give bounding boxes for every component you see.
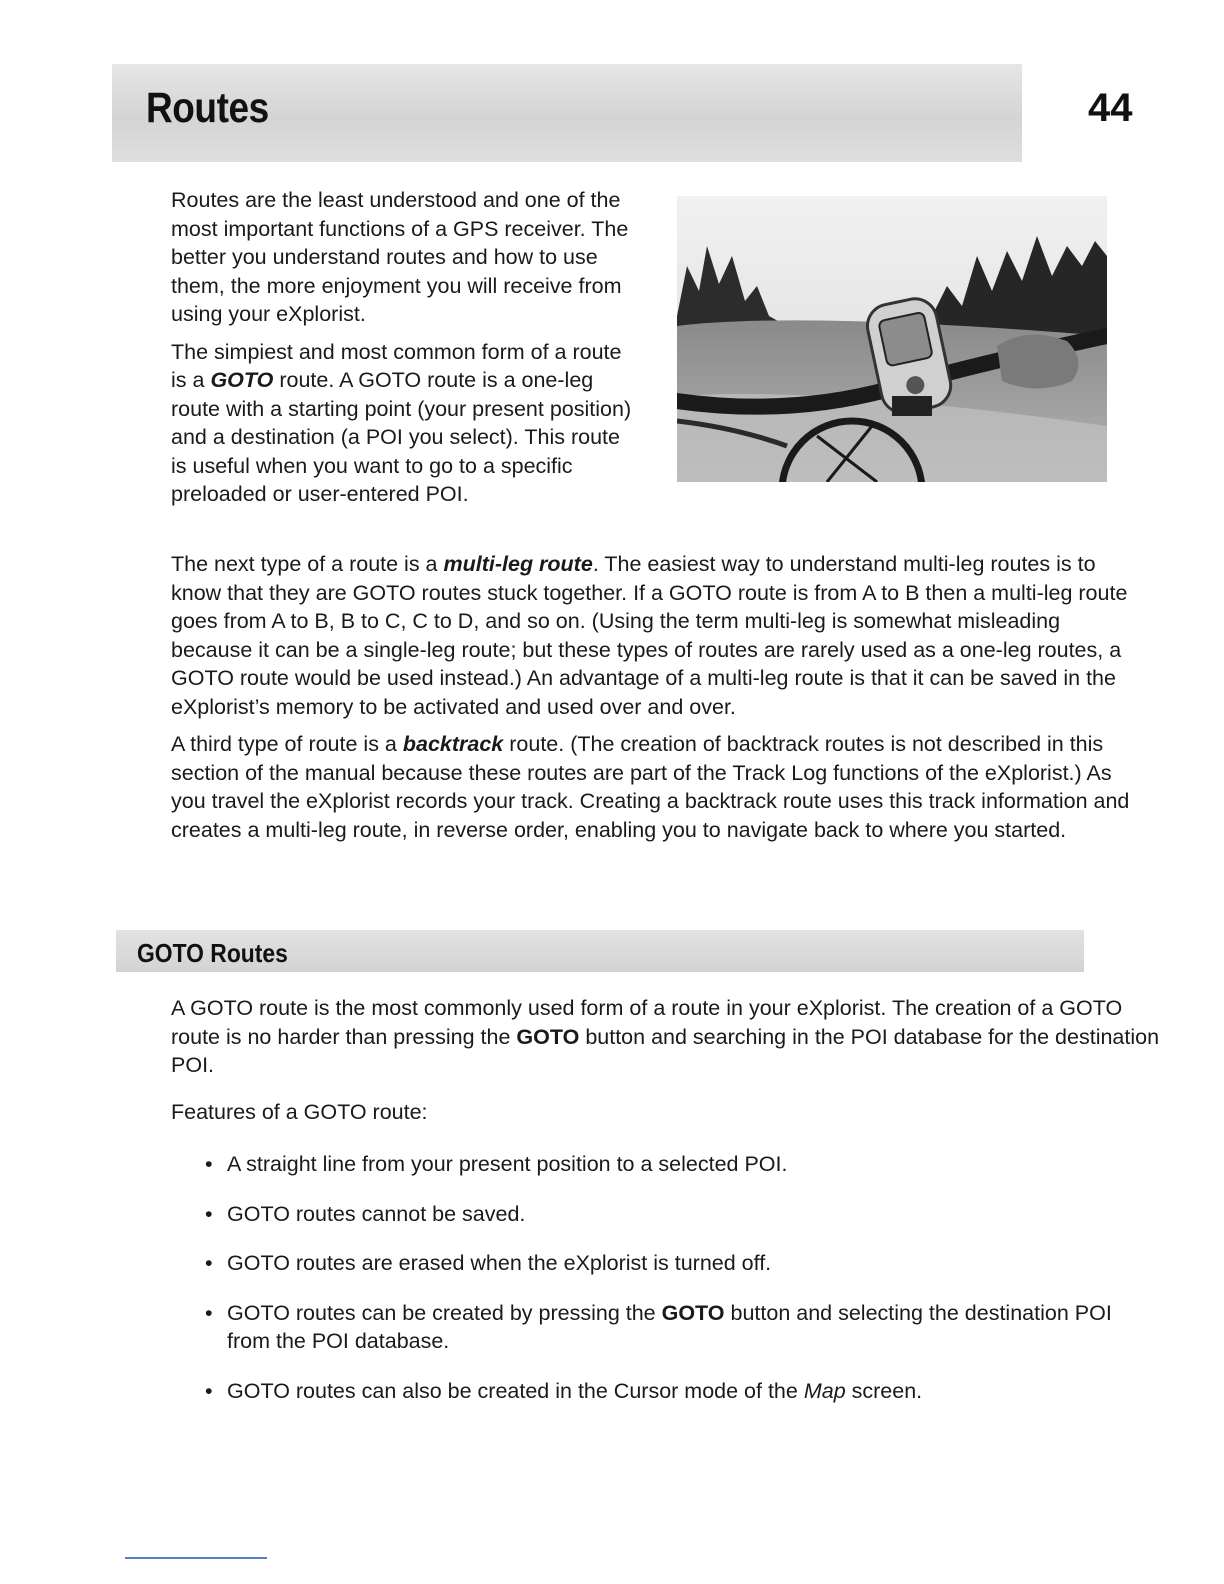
bullet-icon: • [205,1251,213,1275]
list-item [205,1150,1155,1179]
list-item [205,1249,1155,1278]
list-item-text-a: GOTO routes can be created by pressing the [227,1300,662,1325]
list-item-text: GOTO routes cannot be saved. [227,1201,526,1226]
map-screen-name: Map [803,1378,846,1403]
multileg-text-a: The next type of a route is a [171,552,444,576]
goto-intro-column [171,994,1161,1080]
goto-button-name: GOTO [516,1024,580,1049]
list-item [205,1377,1155,1406]
intro-p2-text-b: route. A GOTO route is a one-leg route with a starting point (your present position) and a destination (a POI you select). This route is useful when you want to go to a specific preloaded or user-entered POI. [171,368,632,506]
backtrack-emphasis: backtrack [402,732,504,756]
multileg-text-b: . The easiest way to understand multi-leg routes is to know that they are GOTO routes stuck together. If a GOTO route is from A to B then a multi-leg route goes from A to B, B to C, C to D, and so on. (Using the term multi-leg is somewhat misleading because it can be a single-leg route; but these types of routes are rarely used as a one-leg routes, a GOTO route would be used instead.) An advantage of a multi-leg route is that it can be saved in the eXplorist’s memory to be activated and used over and over. [171,552,1128,719]
goto-paragraph [171,994,1161,1080]
main-text-column [171,550,1146,853]
goto-text-b: button and searching in the POI database for the destination POI. [171,1024,1160,1077]
list-item-text: A straight line from your present position to a selected POI. [227,1152,788,1176]
section-heading-goto-routes: GOTO Routes [137,938,288,968]
bullet-icon: • [205,1300,213,1325]
features-list [205,1150,1155,1426]
bullet-icon: • [205,1201,213,1226]
footer-rule [125,1557,267,1559]
intro-paragraph-2 [171,338,633,509]
list-item-text-b: screen. [845,1378,923,1403]
goto-text-a: A GOTO route is the most commonly used form of a route in your eXplorist. The creation of a GOTO route is no harder than pressing the [171,996,1123,1049]
page-number: 44 [1088,86,1133,130]
list-item [205,1200,1155,1229]
intro-column [171,186,633,518]
list-item-text-a: GOTO routes can also be created in the Cursor mode of the [227,1378,804,1403]
bullet-icon: • [205,1152,213,1176]
goto-button-name: GOTO [661,1300,725,1325]
backtrack-text-a: A third type of route is a [171,732,403,756]
list-item-text: GOTO routes are erased when the eXplorist is turned off. [227,1251,772,1275]
gps-on-bicycle-handlebar-photo [677,196,1107,482]
backtrack-paragraph [171,730,1146,844]
intro-paragraph-1: Routes are the least understood and one of the most important functions of a GPS receiver. The better you understand routes and how to use them, the more enjoyment you will receive from using your eXplorist. [171,188,629,326]
list-item-text-b: button and selecting the destination POI from the POI database. [227,1300,1112,1353]
bullet-icon: • [205,1378,213,1403]
multileg-paragraph [171,550,1146,721]
features-label: Features of a GOTO route: [171,1100,428,1124]
multileg-emphasis: multi-leg route [443,552,593,576]
backtrack-text-b: route. (The creation of backtrack routes is not described in this section of the manual because these routes are part of the Track Log functions of the eXplorist.) As you travel the eXplorist records your track. Creating a backtrack route uses this track information and creates a multi-leg route, in reverse order, enabling you to navigate back to where you started. [171,732,1130,842]
intro-p2-text-a: The simpiest and most common form of a route is a [171,339,622,392]
goto-emphasis: GOTO [210,368,274,392]
list-item [205,1299,1155,1356]
page-title: Routes [146,84,269,132]
